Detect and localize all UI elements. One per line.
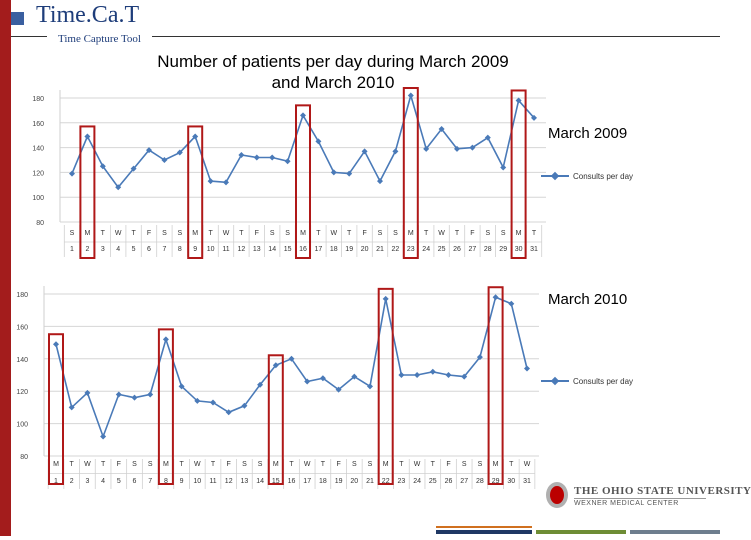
x-tick-day-letter: S bbox=[485, 230, 491, 237]
series-line bbox=[56, 297, 527, 436]
x-tick-day-letter: F bbox=[336, 461, 341, 468]
data-point bbox=[524, 366, 530, 372]
slide-title: Number of patients per day during March 2009 and March 2010 bbox=[157, 52, 509, 92]
logo-rule bbox=[574, 498, 706, 499]
x-tick-day-letter: T bbox=[239, 230, 244, 237]
data-point bbox=[383, 296, 389, 302]
footer-band-gray bbox=[630, 530, 720, 534]
x-tick-day-letter: W bbox=[193, 461, 201, 468]
data-point bbox=[147, 391, 153, 397]
x-tick-label: 11 bbox=[209, 478, 217, 485]
x-tick-label: 20 bbox=[350, 478, 359, 485]
x-tick-label: 13 bbox=[252, 246, 261, 253]
y-tick-label: 120 bbox=[32, 170, 44, 178]
x-tick-label: 4 bbox=[116, 246, 121, 253]
x-tick-label: 5 bbox=[131, 246, 136, 253]
footer-band-green bbox=[536, 530, 626, 534]
x-tick-day-letter: M bbox=[192, 230, 199, 237]
y-tick-label: 80 bbox=[36, 220, 44, 227]
x-tick-label: 19 bbox=[334, 478, 343, 485]
x-tick-label: 19 bbox=[345, 246, 354, 253]
x-tick-label: 1 bbox=[70, 246, 74, 253]
x-tick-label: 9 bbox=[179, 478, 184, 485]
x-tick-label: 28 bbox=[476, 478, 484, 485]
x-tick-label: 29 bbox=[499, 246, 508, 253]
x-tick-day-letter: M bbox=[162, 461, 169, 468]
x-tick-label: 24 bbox=[413, 478, 421, 485]
data-point bbox=[398, 372, 404, 378]
x-tick-day-letter: M bbox=[84, 230, 91, 237]
x-tick-label: 10 bbox=[206, 246, 215, 253]
x-tick-label: 15 bbox=[271, 478, 280, 485]
x-tick-label: 30 bbox=[514, 246, 523, 253]
app-subtitle: Time Capture Tool bbox=[58, 33, 141, 45]
x-tick-day-letter: W bbox=[523, 461, 531, 468]
x-tick-day-letter: S bbox=[500, 230, 506, 237]
x-tick-day-letter: M bbox=[272, 461, 279, 468]
y-tick-label: 180 bbox=[32, 96, 44, 103]
data-point bbox=[493, 294, 499, 300]
data-point bbox=[163, 336, 169, 342]
legend-label-2009: Consults per day bbox=[573, 172, 634, 181]
x-tick-day-letter: T bbox=[100, 461, 106, 468]
x-tick-label: 26 bbox=[453, 246, 461, 253]
x-tick-day-letter: S bbox=[367, 461, 373, 468]
x-tick-label: 10 bbox=[193, 478, 202, 485]
x-tick-label: 31 bbox=[530, 246, 538, 253]
x-tick-day-letter: T bbox=[430, 461, 435, 468]
y-tick-label: 120 bbox=[16, 389, 28, 397]
app-title: Time.Ca.T bbox=[36, 2, 140, 28]
x-tick-label: 12 bbox=[237, 246, 246, 253]
x-tick-label: 7 bbox=[162, 246, 167, 253]
university-name: THE OHIO STATE UNIVERSITY bbox=[574, 485, 751, 497]
x-tick-label: 17 bbox=[303, 478, 312, 485]
x-tick-label: 11 bbox=[222, 246, 230, 253]
y-tick-label: 100 bbox=[16, 421, 28, 429]
x-tick-day-letter: T bbox=[210, 461, 216, 468]
y-tick-label: 80 bbox=[20, 454, 28, 461]
x-tick-day-letter: W bbox=[438, 230, 445, 237]
x-tick-day-letter: F bbox=[446, 461, 451, 468]
x-tick-label: 14 bbox=[268, 246, 277, 253]
x-tick-label: 25 bbox=[437, 246, 446, 253]
x-tick-label: 21 bbox=[376, 246, 384, 253]
x-tick-label: 23 bbox=[397, 478, 406, 485]
x-tick-label: 30 bbox=[507, 478, 516, 485]
x-tick-label: 2 bbox=[85, 246, 90, 253]
x-tick-label: 20 bbox=[360, 246, 369, 253]
x-tick-day-letter: M bbox=[300, 230, 306, 237]
x-tick-day-letter: S bbox=[147, 461, 153, 468]
x-tick-label: 14 bbox=[256, 478, 264, 485]
x-tick-label: 25 bbox=[428, 478, 437, 485]
x-tick-label: 5 bbox=[116, 478, 121, 485]
x-tick-label: 6 bbox=[147, 246, 151, 253]
x-tick-day-letter: T bbox=[131, 230, 136, 237]
x-tick-label: 2 bbox=[69, 478, 74, 485]
x-tick-day-letter: S bbox=[257, 461, 263, 468]
x-tick-label: 22 bbox=[391, 246, 400, 253]
medical-center-name: WEXNER MEDICAL CENTER bbox=[574, 500, 679, 507]
x-tick-day-letter: W bbox=[84, 461, 91, 468]
x-tick-label: 16 bbox=[299, 246, 307, 253]
x-tick-day-letter: T bbox=[208, 230, 213, 237]
x-tick-day-letter: M bbox=[492, 461, 499, 468]
x-tick-label: 28 bbox=[483, 246, 492, 253]
x-tick-label: 6 bbox=[132, 478, 137, 485]
x-tick-label: 26 bbox=[444, 478, 453, 485]
x-tick-day-letter: S bbox=[162, 230, 167, 237]
x-tick-label: 3 bbox=[85, 478, 90, 485]
x-tick-day-letter: T bbox=[316, 230, 321, 237]
x-tick-day-letter: T bbox=[100, 230, 105, 237]
x-tick-day-letter: T bbox=[347, 230, 352, 237]
data-point bbox=[132, 395, 138, 401]
x-tick-day-letter: W bbox=[303, 461, 311, 468]
x-tick-label: 8 bbox=[177, 246, 182, 253]
x-tick-label: 9 bbox=[193, 246, 198, 253]
block-o-icon-center bbox=[550, 486, 564, 504]
x-tick-label: 29 bbox=[491, 478, 500, 485]
x-tick-label: 3 bbox=[100, 246, 105, 253]
x-tick-day-letter: T bbox=[289, 461, 294, 468]
x-tick-label: 12 bbox=[224, 478, 233, 485]
x-tick-day-letter: S bbox=[242, 461, 247, 468]
x-tick-day-letter: F bbox=[362, 230, 367, 237]
data-point bbox=[53, 341, 59, 347]
x-tick-label: 18 bbox=[319, 478, 327, 485]
x-tick-day-letter: T bbox=[69, 461, 74, 468]
highlight-box bbox=[379, 289, 393, 484]
x-tick-day-letter: T bbox=[399, 461, 404, 468]
x-tick-day-letter: S bbox=[461, 461, 467, 468]
x-tick-label: 31 bbox=[523, 478, 531, 485]
x-tick-day-letter: S bbox=[393, 230, 398, 237]
data-point bbox=[414, 372, 420, 378]
x-tick-label: 21 bbox=[366, 478, 374, 485]
y-tick-label: 140 bbox=[32, 145, 44, 153]
x-tick-day-letter: S bbox=[269, 230, 275, 237]
x-tick-day-letter: W bbox=[222, 230, 230, 237]
x-tick-day-letter: W bbox=[330, 230, 338, 237]
y-tick-label: 140 bbox=[16, 356, 28, 364]
x-tick-label: 22 bbox=[381, 478, 390, 485]
x-tick-label: 24 bbox=[422, 246, 431, 253]
x-tick-day-letter: S bbox=[285, 230, 290, 237]
x-tick-day-letter: T bbox=[531, 230, 537, 237]
x-tick-day-letter: T bbox=[320, 461, 326, 468]
x-tick-day-letter: M bbox=[407, 230, 414, 237]
x-tick-label: 4 bbox=[101, 478, 106, 485]
x-tick-day-letter: S bbox=[477, 461, 483, 468]
data-point bbox=[430, 369, 436, 375]
x-tick-day-letter: M bbox=[382, 461, 389, 468]
x-tick-day-letter: S bbox=[177, 230, 183, 237]
x-tick-day-letter: T bbox=[509, 461, 514, 468]
y-tick-label: 160 bbox=[16, 324, 28, 332]
x-tick-day-letter: M bbox=[515, 230, 522, 237]
y-tick-label: 160 bbox=[32, 120, 44, 128]
x-tick-label: 27 bbox=[468, 246, 477, 253]
x-tick-day-letter: F bbox=[470, 230, 475, 237]
x-tick-day-letter: S bbox=[377, 230, 383, 237]
x-tick-label: 7 bbox=[148, 478, 153, 485]
x-tick-day-letter: F bbox=[116, 461, 121, 468]
data-point bbox=[446, 372, 452, 378]
x-tick-label: 18 bbox=[329, 246, 338, 253]
x-tick-label: 8 bbox=[163, 478, 168, 485]
x-tick-day-letter: F bbox=[146, 230, 152, 237]
x-tick-label: 15 bbox=[283, 246, 292, 253]
data-point bbox=[116, 391, 122, 397]
x-tick-day-letter: F bbox=[226, 461, 231, 468]
chart-title-2009: March 2009 bbox=[548, 125, 628, 142]
x-tick-day-letter: F bbox=[254, 230, 259, 237]
footer-band-navy-top bbox=[436, 526, 532, 528]
x-tick-day-letter: T bbox=[424, 230, 429, 237]
x-tick-label: 1 bbox=[54, 478, 58, 485]
x-tick-label: 16 bbox=[287, 478, 296, 485]
x-tick-day-letter: T bbox=[179, 461, 184, 468]
x-tick-day-letter: W bbox=[413, 461, 421, 468]
x-tick-day-letter: S bbox=[132, 461, 137, 468]
x-tick-day-letter: W bbox=[114, 230, 122, 237]
data-point bbox=[100, 434, 106, 440]
x-tick-label: 17 bbox=[314, 246, 323, 253]
data-point bbox=[508, 301, 514, 307]
y-tick-label: 180 bbox=[16, 292, 28, 299]
x-tick-label: 27 bbox=[460, 478, 469, 485]
x-tick-label: 23 bbox=[406, 246, 415, 253]
y-tick-label: 100 bbox=[32, 195, 44, 203]
x-tick-day-letter: S bbox=[69, 230, 75, 237]
x-tick-day-letter: S bbox=[351, 461, 357, 468]
footer-band-navy bbox=[436, 530, 532, 534]
x-tick-day-letter: M bbox=[53, 461, 59, 468]
x-tick-day-letter: T bbox=[454, 230, 460, 237]
legend-label-2010: Consults per day bbox=[573, 377, 634, 386]
x-tick-label: 13 bbox=[240, 478, 249, 485]
chart-title-2010: March 2010 bbox=[548, 291, 628, 308]
